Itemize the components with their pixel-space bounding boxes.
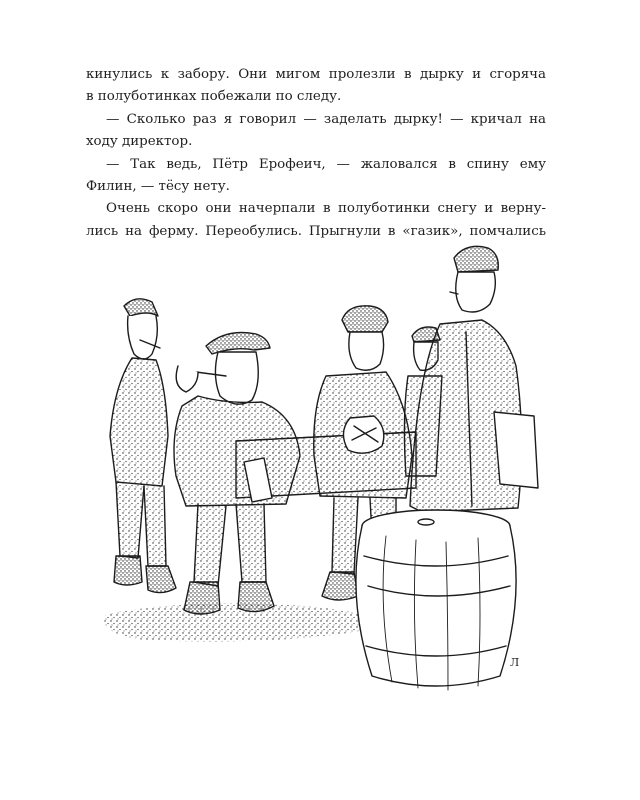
figure-stout-man: [174, 333, 300, 615]
story-text: [86, 64, 546, 243]
text-line-7: Очень скоро они начерпали в полуботинки снегу и верну-: [106, 201, 546, 217]
text-line-8: лись на ферму. Переобулись. Прыгнули в «газик», помчались: [86, 223, 546, 239]
text-line-3: — Сколько раз я говорил — заделать дырку! — кричал на: [106, 111, 546, 127]
text-line-2: в полуботинках побежали по следу.: [86, 89, 342, 105]
artist-signature: Л: [510, 656, 520, 669]
illustration-men-with-barrel: [86, 236, 556, 716]
figure-thin-man: [110, 299, 176, 593]
text-line-5: — Так ведь, Пётр Ерофеич, — жаловался в спину ему: [106, 156, 546, 172]
text-line-6: Филин, — тёсу нету.: [86, 179, 230, 195]
barrel: [356, 510, 516, 690]
text-line-1: кинулись к забору. Они мигом пролезли в дырку и сгоряча: [86, 67, 546, 82]
figure-director: [410, 246, 538, 536]
text-line-4: ходу директор.: [86, 134, 193, 150]
